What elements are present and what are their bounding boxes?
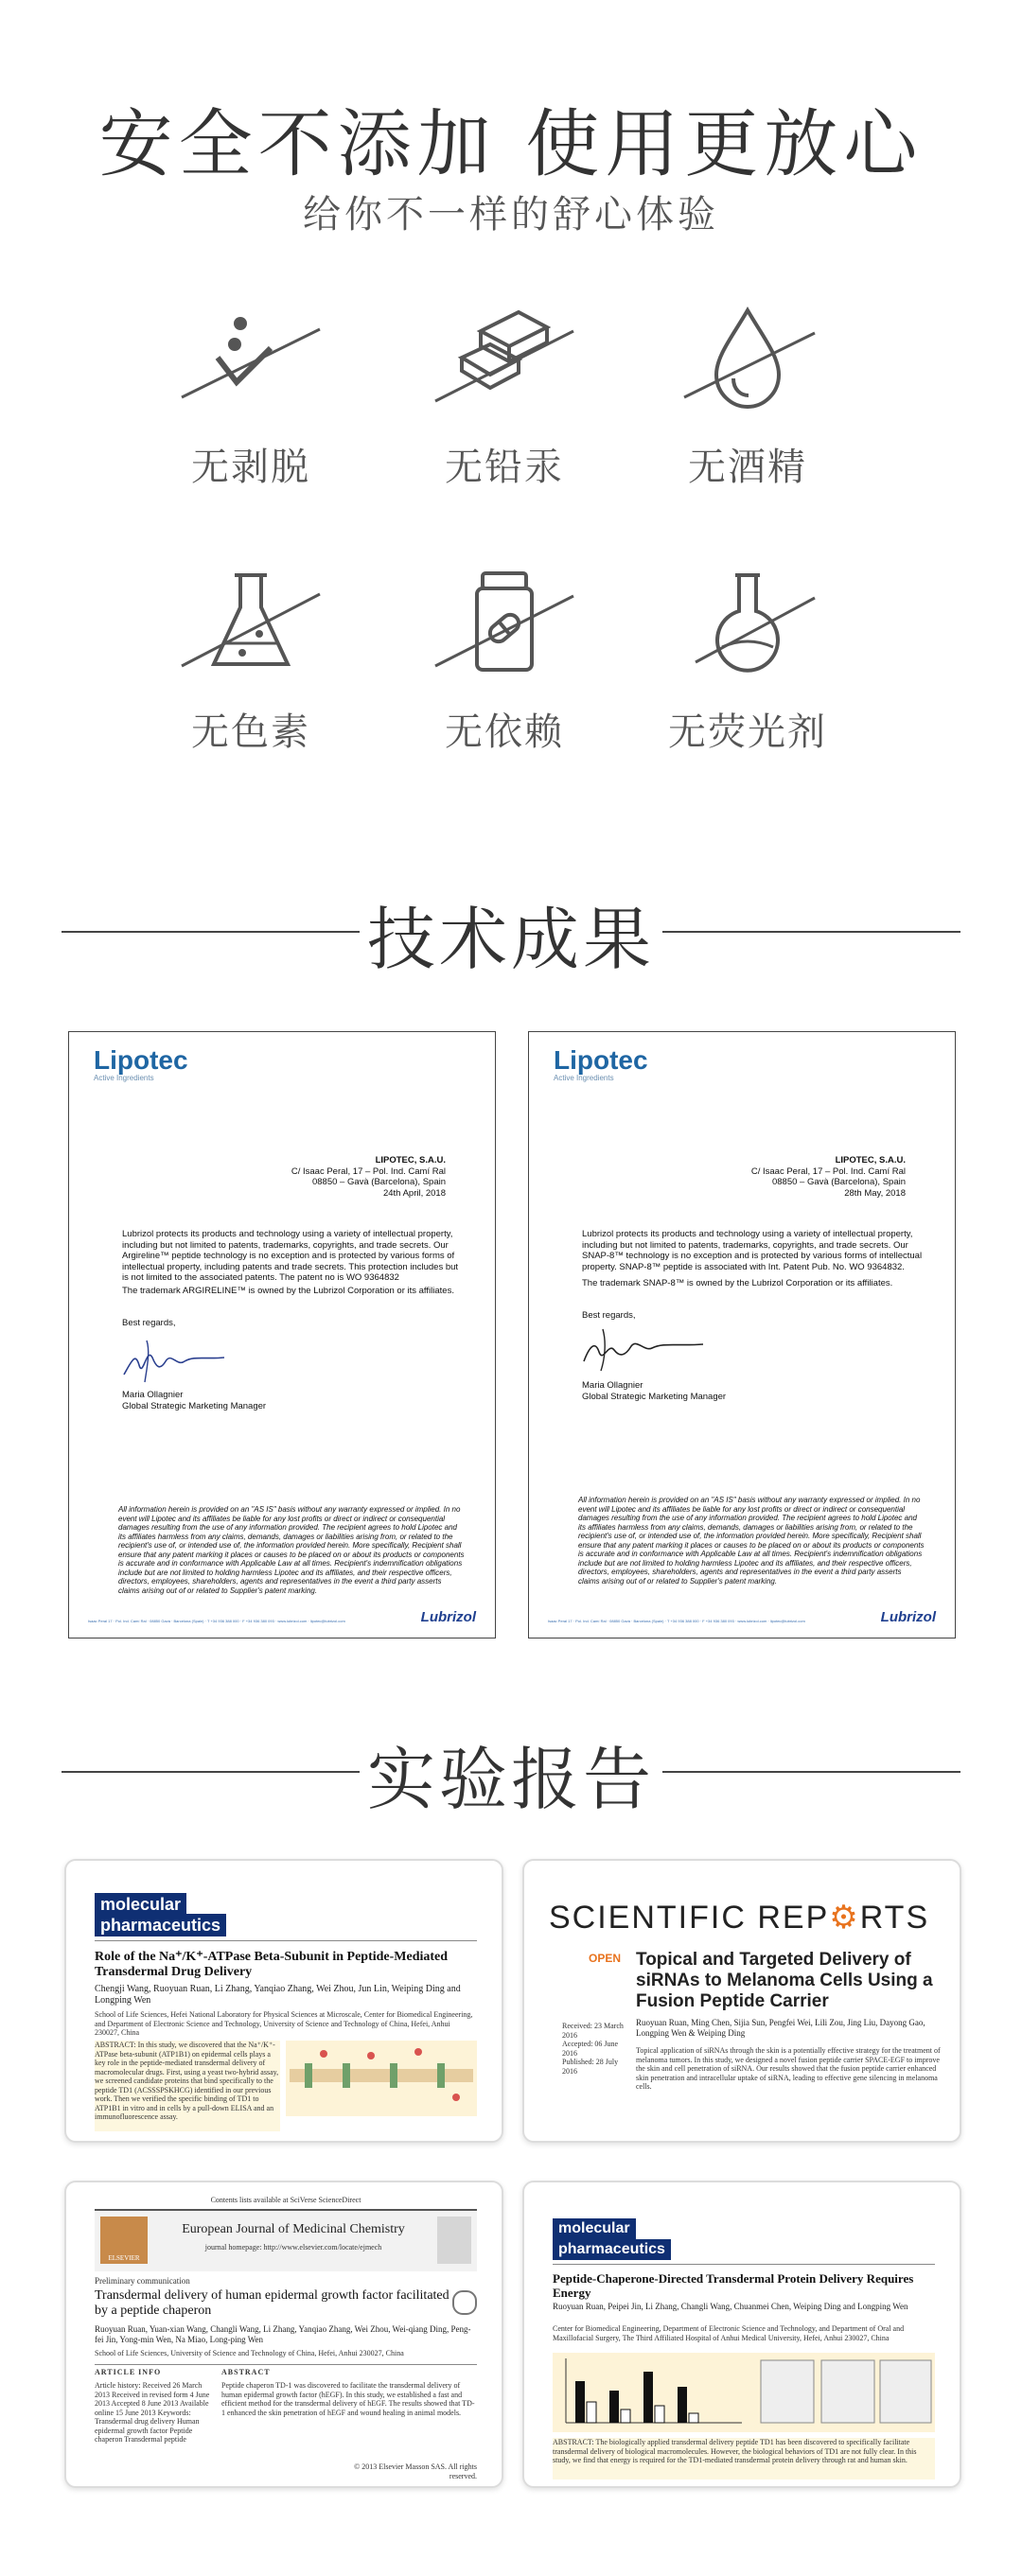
certificate-letter-1 (68, 1031, 496, 1638)
feature-no-peeling (109, 303, 393, 491)
letter-disclaimer: All information herein is provided on an "AS IS" basis without any warranty expressed or implied. In no event will Lipotec and its affiliates be liable for any lost profits or direct or indirect or consequential damages resulting from the use of any information provided. The recipient agrees to hold Lipotec and its affiliates harmless from any claims, demands, damages or liabilities arising from, or related to the recipient's use of, or intended use of, the information provided herein. More specifically, Recipient shall ensure that any patent marking it places or causes to be placed on or about its products or components is accurate and in conformance with Applicable Law at all times. Recipient's indemnification obligations include but are not limited to holding harmless Lipotec and its affiliates, and their respective officers, directors, employees, shareholders, agents and representatives in the event a third party asserts claims arising out of or related to Supplier's patent marking. (118, 1505, 465, 1595)
letter-disclaimer: All information herein is provided on an "AS IS" basis without any warranty expressed or implied. In no event will Lipotec and its affiliates be liable for any lost profits or direct or indirect or consequential damages resulting from the use of any information provided. The recipient agrees to hold Lipotec and its affiliates harmless from any claims, demands, damages or liabilities arising from, or related to the recipient's use of, or intended use of, the information provided herein. More specifically, Recipient shall ensure that any patent marking it places or causes to be placed on or about its products or components is accurate and in conformance with Applicable Law at all times. Recipient's indemnification obligations include but are not limited to holding harmless Lipotec and its affiliates, and their respective officers, directors, employees, shareholders, agents and representatives in the event a third party asserts claims arising out of or related to Supplier's patent marking. (578, 1496, 925, 1586)
letter-body: Lubrizol protects its products and technology using a variety of intellectual property, including but not limited to patents, trademarks, copyrights, and trade secrets. Our SNAP-8™ technology is no exception and is protected by various forms of intellectual property. SNAP-8™ peptide is associated with Int. Patent Pub. No. WO 9364832. (582, 1229, 923, 1272)
paper-abstract: Peptide chaperon TD-1 was discovered to facilitate the transdermal delivery of human epidermal growth factor (hEGF). In this study, we established a fast and efficient method for the transdermal delivery of hEGF. The results showed that TD-1 enhanced the skin penetration of hEGF and wound healing in animal models. (221, 2381, 475, 2417)
feature-no-dependence (362, 568, 646, 756)
report-card-2[interactable] (522, 1859, 961, 2143)
paper-authors: Ruoyuan Ruan, Ming Chen, Sijia Sun, Pengfei Wei, Lili Zou, Jing Liu, Dayong Gao, Longping Wen & Weiping Ding (636, 2018, 925, 2038)
flask-icon (180, 568, 322, 681)
paper-title: Peptide-Chaperone-Directed Transdermal Protein Delivery Requires Energy (553, 2271, 914, 2300)
page-title: 安全不添加 使用更放心 (98, 102, 924, 187)
letter-footer: Isaac Peral 17 · Pol. Ind. Camí Ral · 08850 Gavà · Barcelona (Spain) · T +34 936 388 000 · F +34 936 380 093 · www.lubrizol.com · lipotec@lubrizol.com (548, 1619, 805, 1623)
journal-banner (95, 2209, 477, 2271)
section-divider-right (662, 931, 960, 933)
report-card-3[interactable] (64, 2181, 503, 2488)
figure-image (286, 2041, 477, 2116)
letter-signer: Maria Ollagnier Global Strategic Marketing Manager (122, 1390, 267, 1411)
feature-no-lead-mercury (362, 303, 646, 491)
journal-logo: molecular pharmaceutics (553, 2218, 671, 2260)
report-card-4[interactable] (522, 2181, 961, 2488)
feature-no-pigment (109, 568, 393, 756)
paper-title: Topical and Targeted Delivery of siRNAs to Melanoma Cells Using a Fusion Peptide Carrier (636, 1950, 933, 2011)
signature-image (578, 1323, 711, 1380)
paper-abstract: ABSTRACT: In this study, we discovered that the Na⁺/K⁺-ATPase beta-subunit (ATP1B1) on epidermal cells plays a key role in the peptide-mediated transdermal delivery of macromolecular drugs. First, using a yeast two-hybrid assay, we screened candidate proteins that bind specifically to the peptide TD1 (ACSSSPSKHCG) identified in our previous work. Then we verified the specific binding of TD1 to ATP1B1 in vitro and in cells by a pull-down ELISA and an immunofluorescence assay. (95, 2041, 280, 2131)
open-badge: OPEN (589, 1952, 622, 1965)
paper-authors: Ruoyuan Ruan, Peipei Jin, Li Zhang, Changli Wang, Chuanmei Chen, Weiping Ding and Longping Wen (553, 2302, 908, 2311)
journal-logo: molecular pharmaceutics (95, 1893, 226, 1936)
droplet-icon (677, 303, 819, 416)
report-card-1[interactable] (64, 1859, 503, 2143)
lubrizol-logo: Lubrizol (420, 1609, 476, 1625)
paper-copyright: © 2013 Elsevier Masson SAS. All rights reserved. (354, 2462, 477, 2480)
section-divider-right (662, 1771, 960, 1773)
journal-logo: SCIENTIFIC REP⚙RTS (549, 1900, 930, 1936)
feature-label: 无酒精 (688, 446, 807, 489)
letter-address: LIPOTEC, S.A.U. C/ Isaac Peral, 17 – Pol. Ind. Camí Ral 08850 – Gavà (Barcelona), Spain 28th May, 2018 (750, 1155, 906, 1199)
letter-address: LIPOTEC, S.A.U. C/ Isaac Peral, 17 – Pol. Ind. Camí Ral 08850 – Gavà (Barcelona), Spain 24th April, 2018 (291, 1155, 446, 1199)
paper-abstract: Topical application of siRNAs through the skin is a potentially effective strategy for the treatment of melanoma tumors. In this study, we designed a novel fusion peptide carrier SPACE-EGF to improve the skin and cell penetration of siRNA. Our results showed that the fusion peptide carrier enhanced skin penetration and intracellular uptake of siRNA, leading to effective gene silencing in melanoma cells. (636, 2046, 941, 2091)
paper-dates: Received: 23 March 2016 Accepted: 06 June 2016 Published: 28 July 2016 (562, 2022, 624, 2076)
abstract-heading: ABSTRACT (221, 2368, 271, 2376)
section-title-tech: 技术成果 (366, 900, 655, 979)
check-dots-icon (180, 303, 322, 416)
paper-authors: Ruoyuan Ruan, Yuan-xian Wang, Changli Wang, Li Zhang, Yanqiao Zhang, Wei Zhou, Wei-qiang Ding, Peng-fei Jin, Yong-min Wen, Na Miao, Long-ping Wen (95, 2324, 471, 2344)
journal-homepage: journal homepage: http://www.elsevier.com/locate/ejmech (204, 2243, 382, 2252)
metal-bars-icon (433, 303, 575, 416)
feature-label: 无依赖 (445, 710, 564, 754)
paper-affiliation: School of Life Sciences, Hefei National Laboratory for Physical Sciences at Microscale, Center for Biomedical Engineering, and Department of Electronic Science and Technology, University of Science and Technology of China, Hefei, Anhui 230027, China (95, 2010, 473, 2037)
round-flask-icon (677, 568, 819, 681)
letter-regards: Best regards, (122, 1318, 176, 1328)
lipotec-logo: Lipotec Active Ingredients (94, 1045, 188, 1082)
elsevier-logo: ELSEVIER (100, 2217, 148, 2264)
feature-label: 无剥脱 (191, 446, 310, 489)
letter-body: Lubrizol protects its products and technology using a variety of intellectual property, including but not limited to patents, trademarks, copyrights, and trade secrets. Our Argireline™ peptide technology is no exception and is protected by various forms of intellectual property, including patents and trade secrets. This protection includes but is not limited to the associated patents. The patent no is WO 9364832 (122, 1229, 459, 1283)
letter-regards: Best regards, (582, 1310, 636, 1321)
feature-label: 无铅汞 (445, 446, 564, 489)
lipotec-logo: Lipotec Active Ingredients (554, 1045, 648, 1082)
paper-availability: Contents lists available at SciVerse ScienceDirect (210, 2196, 361, 2204)
page-subtitle: 给你不一样的舒心体验 (303, 193, 719, 237)
article-info-heading: ARTICLE INFO (95, 2368, 162, 2376)
crossmark-icon (452, 2290, 477, 2315)
letter-trademark: The trademark SNAP-8™ is owned by the Lubrizol Corporation or its affiliates. (582, 1278, 893, 1288)
signature-image (118, 1333, 232, 1390)
letter-signer: Maria Ollagnier Global Strategic Marketing Manager (582, 1380, 727, 1402)
journal-name: European Journal of Medicinal Chemistry (182, 2222, 405, 2236)
paper-title: Role of the Na⁺/K⁺-ATPase Beta-Subunit in Peptide-Mediated Transdermal Drug Delivery (95, 1950, 449, 1979)
feature-no-alcohol (606, 303, 890, 491)
feature-no-fluorescent (606, 568, 890, 756)
paper-title: Transdermal delivery of human epidermal growth factor facilitated by a peptide chaperon (95, 2288, 449, 2318)
letter-footer: Isaac Peral 17 · Pol. Ind. Camí Ral · 08850 Gavà · Barcelona (Spain) · T +34 936 388 000 · F +34 936 380 093 · www.lubrizol.com · lipotec@lubrizol.com (88, 1619, 345, 1623)
paper-abstract: ABSTRACT: The biologically applied transdermal delivery peptide TD1 has been discovered to specifically facilitate transdermal delivery of biological macromolecules. However, the biological behaviors of TD1 are not fully clear. In this study, we find that energy is required for the TD1-mediated transdermal protein delivery through rat and human skin. (553, 2438, 935, 2480)
journal-cover (437, 2217, 471, 2264)
letter-trademark: The trademark ARGIRELINE™ is owned by the Lubrizol Corporation or its affiliates. (122, 1286, 454, 1296)
paper-type: Preliminary communication (95, 2276, 190, 2286)
certificate-letter-2 (528, 1031, 956, 1638)
feature-label: 无色素 (191, 710, 310, 754)
section-divider-left (62, 1771, 360, 1773)
feature-label: 无荧光剂 (668, 710, 827, 754)
paper-authors: Chengji Wang, Ruoyuan Ruan, Li Zhang, Yanqiao Zhang, Wei Zhou, Jun Lin, Weiping Ding and Longping Wen (95, 1984, 461, 2006)
lubrizol-logo: Lubrizol (880, 1609, 936, 1625)
article-info: Article history: Received 26 March 2013 Received in revised form 4 June 2013 Accepted 8 June 2013 Available online 15 June 2013 Keywords: Transdermal drug delivery Human epidermal growth factor Peptide chaperon Transdermal peptide (95, 2381, 210, 2444)
section-divider-left (62, 931, 360, 933)
section-title-report: 实验报告 (366, 1740, 655, 1819)
paper-affiliation: School of Life Sciences, University of Science and Technology of China, Hefei, Anhui 230027, China (95, 2349, 404, 2357)
paper-affiliation: Center for Biomedical Engineering, Department of Electronic Science and Technology, and Department of Oral and Maxillofacial Surgery, The Third Affiliated Hospital of Anhui Medical University, Hefei, Anhui 230027, China (553, 2324, 905, 2342)
pill-bottle-icon (433, 568, 575, 681)
figure-image (553, 2353, 935, 2432)
